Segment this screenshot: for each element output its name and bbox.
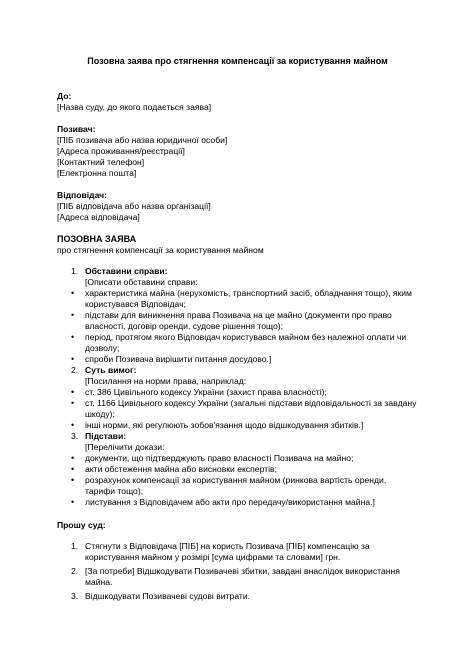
request-item: Відшкодувати Позивачеві судові витрати. — [85, 591, 251, 601]
requests-heading: Прошу суд: — [57, 520, 106, 530]
bullet-list — [85, 387, 418, 431]
bullet-list — [85, 453, 418, 508]
plaintiff-email: [Електронна пошта] — [57, 168, 137, 178]
list-item: • інші норми, які регулюють зобов'язання щодо відшкодування збитків.] — [71, 420, 418, 431]
section-circumstances — [85, 266, 418, 365]
section-title: Суть вимог: — [85, 365, 137, 375]
request-item: [За потреби] Відшкодувати Позивачеві збитки, завдані внаслідок використання майна. — [85, 566, 400, 587]
list-item: • ст. 386 Цивільного кодексу України (захист права власності); — [71, 387, 418, 398]
defendant-block — [57, 190, 418, 223]
claim-subheading: про стягнення компенсації за користування майном — [57, 245, 264, 255]
list-item: • листування з Відповідачем або акти про передачу/використання майна.] — [71, 497, 418, 508]
section-intro: [Перелічити докази: — [85, 442, 165, 452]
claim-heading: ПОЗОВНА ЗАЯВА — [57, 234, 137, 244]
court-label: До: — [57, 91, 72, 101]
section-intro: [Описати обставини справи: — [85, 277, 198, 287]
list-item: • акти обстеження майна або висновки експертів; — [71, 464, 418, 475]
requests-list — [57, 541, 418, 602]
list-item: • період, протягом якого Відповідач користувався майном без належної оплати чи дозволу; — [71, 332, 418, 354]
claim-header — [57, 234, 418, 256]
request-item: Стягнути з Відповідача [ПІБ] на користь Позивача [ПІБ] компенсацію за користування майном у розмірі [сума цифрами та словами] грн. — [85, 541, 370, 562]
list-item: • підстави для виникнення права Позивача на це майно (документи про право власності, договір оренди, судове рішення тощо); — [71, 310, 418, 332]
defendant-label: Відповідач: — [57, 190, 108, 200]
section-title: Підстави: — [85, 431, 127, 441]
list-item: • документи, що підтверджують право власності Позивача на майно; — [71, 453, 418, 464]
list-item: • ст. 1166 Цивільного кодексу України (загальні підстави відповідальності за завдану шкоду); — [71, 398, 418, 420]
court-block — [57, 91, 418, 113]
section-claims — [85, 365, 418, 431]
defendant-name: [ПІБ відповідача або назва організації] — [57, 201, 211, 211]
plaintiff-phone: [Контактний телефон] — [57, 157, 145, 167]
section-grounds — [85, 431, 418, 508]
section-title: Обставини справи: — [85, 266, 168, 276]
bullet-list — [85, 288, 418, 365]
list-item: • розрахунок компенсації за користування майном (ринкова вартість оренди, тарифи тощо); — [71, 475, 418, 497]
plaintiff-label: Позивач: — [57, 124, 96, 134]
plaintiff-block — [57, 124, 418, 179]
defendant-address: [Адреса відповідача] — [57, 212, 140, 222]
court-name: [Назва суду, до якого подається заява] — [57, 102, 212, 112]
plaintiff-name: [ПІБ позивача або назва юридичної особи] — [57, 135, 228, 145]
plaintiff-address: [Адреса проживання/реєстрації] — [57, 146, 185, 156]
document-title: Позовна заява про стягнення компенсації за користування майном — [87, 56, 388, 66]
claim-sections — [57, 266, 418, 508]
list-item: • характеристика майна (нерухомість, транспортний засіб, обладнання тощо), яким користувався Відповідач; — [71, 288, 418, 310]
section-intro: [Посилання на норми права, наприклад: — [85, 376, 247, 386]
list-item: • спроби Позивача вирішити питання досудово.] — [71, 354, 418, 365]
